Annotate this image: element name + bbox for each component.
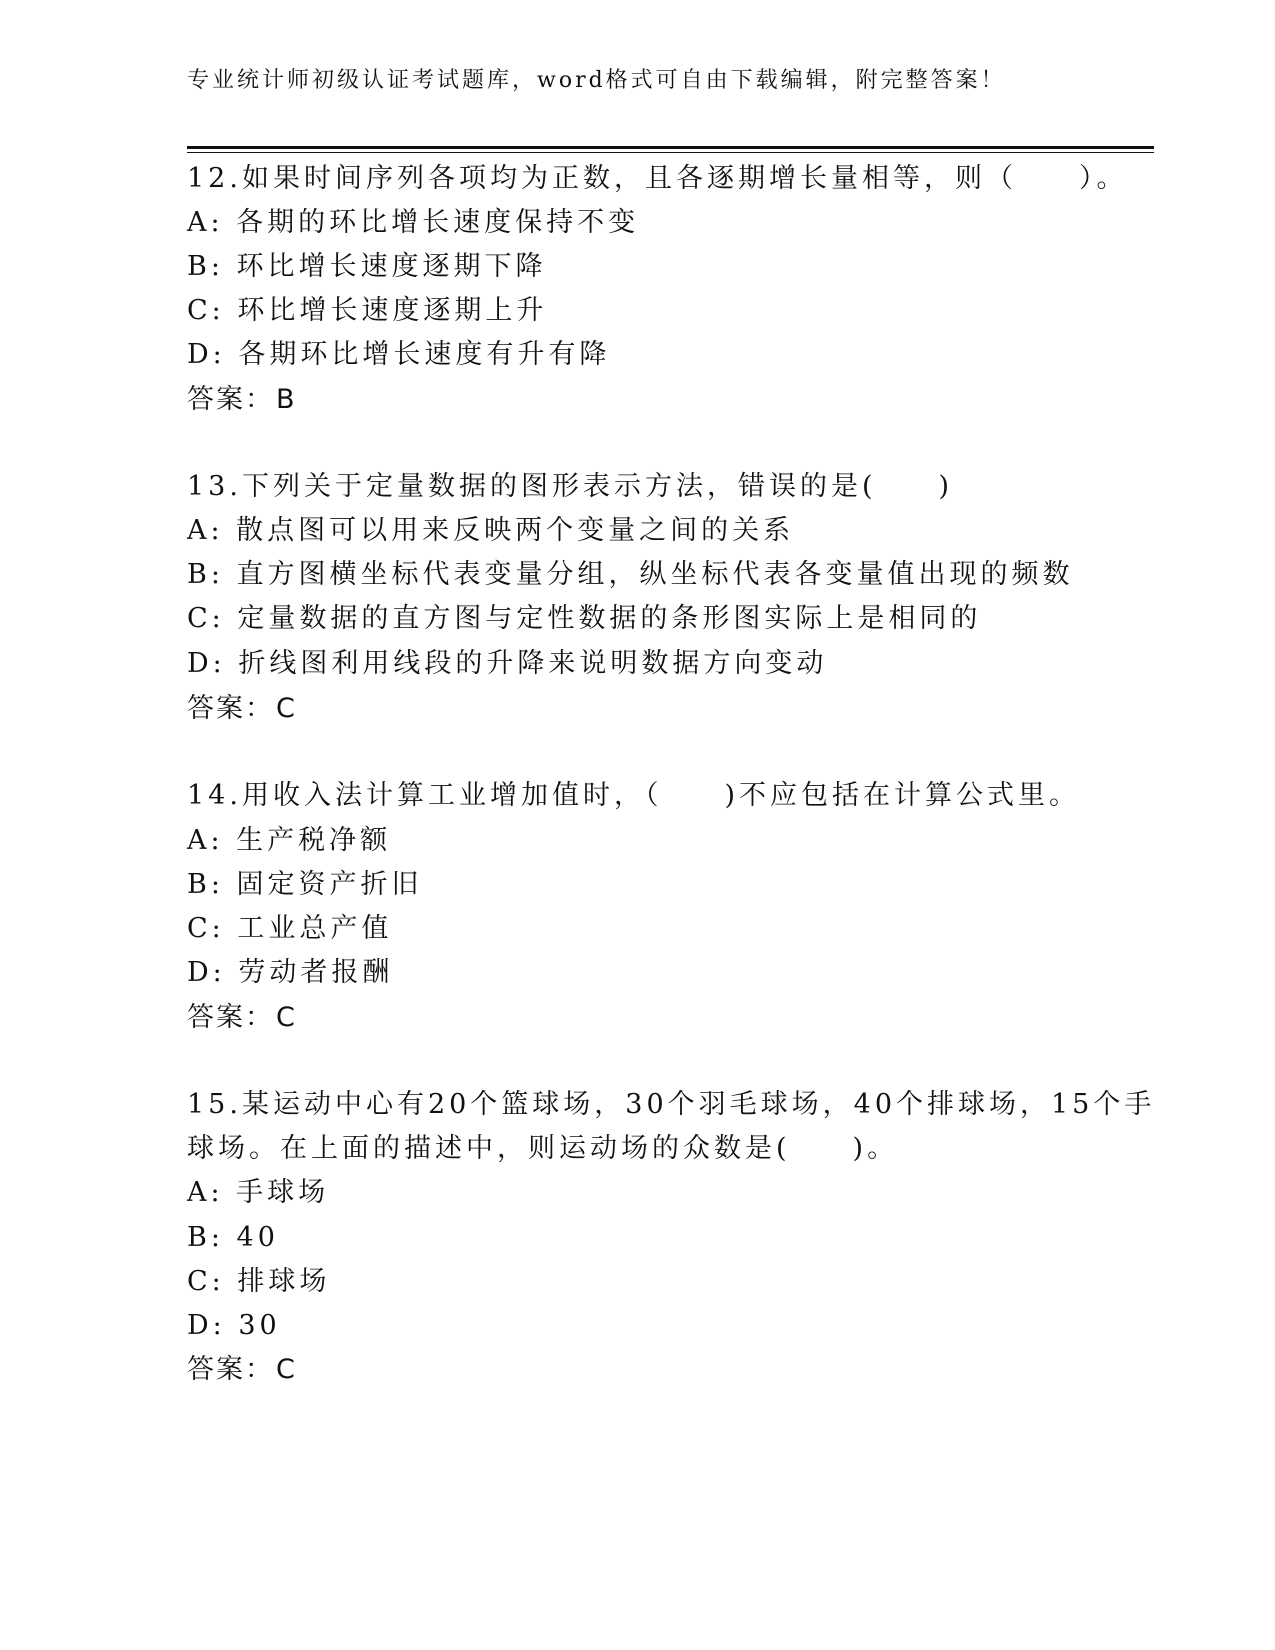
question-14-answer	[187, 1004, 297, 1031]
question-13-option-d: D: 折线图利用线段的升降来说明数据方向变动	[187, 648, 828, 679]
question-15-stem-line-2: 球场。在上面的描述中，则运动场的众数是( )。	[187, 1133, 899, 1164]
answer-label: 答案：	[187, 1354, 274, 1385]
question-14-option-c: C: 工业总产值	[187, 913, 393, 944]
question-15-option-b: B: 40	[187, 1222, 279, 1253]
question-12-stem: 12.如果时间序列各项均为正数，且各逐期增长量相等，则（ ）。	[187, 163, 1128, 194]
question-13-option-a: A: 散点图可以用来反映两个变量之间的关系	[187, 515, 795, 546]
answer-value: B	[276, 384, 297, 415]
question-12-option-d: D: 各期环比增长速度有升有降	[187, 339, 611, 370]
question-14-option-b: B: 固定资产折旧	[187, 869, 423, 900]
question-15-answer	[187, 1356, 297, 1383]
answer-label: 答案：	[187, 1002, 274, 1033]
question-13-option-c: C: 定量数据的直方图与定性数据的条形图实际上是相同的	[187, 603, 982, 634]
question-15-option-c: C: 排球场	[187, 1266, 331, 1297]
question-12-answer	[187, 386, 297, 413]
question-15-option-d: D: 30	[187, 1310, 281, 1341]
question-12-option-c: C: 环比增长速度逐期上升	[187, 295, 548, 326]
question-12-option-b: B: 环比增长速度逐期下降	[187, 251, 547, 282]
question-14-option-a: A: 生产税净额	[187, 825, 392, 856]
answer-label: 答案：	[187, 384, 274, 415]
question-14-stem: 14.用收入法计算工业增加值时，（ )不应包括在计算公式里。	[187, 780, 1080, 811]
answer-label: 答案：	[187, 693, 274, 724]
header-rule-thick	[187, 146, 1154, 149]
question-15-stem-line-1: 15.某运动中心有20个篮球场，30个羽毛球场，40个排球场，15个手	[187, 1089, 1156, 1120]
question-12-option-a: A: 各期的环比增长速度保持不变	[187, 207, 640, 238]
question-14-option-d: D: 劳动者报酬	[187, 957, 394, 988]
question-13-answer	[187, 695, 297, 722]
answer-value: C	[276, 693, 297, 724]
answer-value: C	[276, 1354, 297, 1385]
question-13-option-b: B: 直方图横坐标代表变量分组，纵坐标代表各变量值出现的频数	[187, 559, 1074, 590]
question-15-option-a: A: 手球场	[187, 1177, 330, 1208]
question-13-stem: 13.下列关于定量数据的图形表示方法，错误的是( )	[187, 471, 954, 502]
header-rule-thin	[187, 152, 1154, 153]
document-header: 专业统计师初级认证考试题库，word格式可自由下载编辑，附完整答案！	[187, 68, 1006, 93]
answer-value: C	[276, 1002, 297, 1033]
